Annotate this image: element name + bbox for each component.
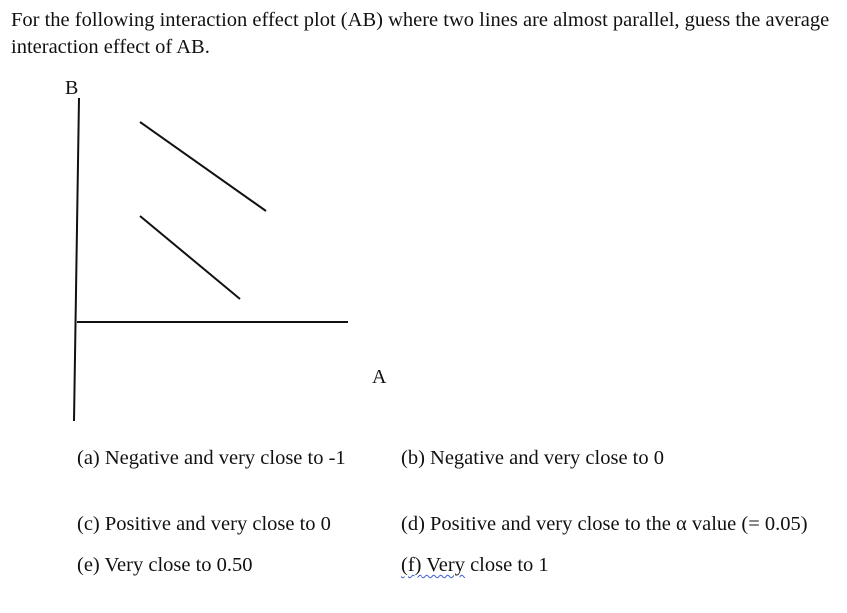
option-f-prefix: (f) <box>401 554 422 576</box>
option-f-suffix: close to 1 <box>464 554 549 576</box>
x-axis-label: A <box>372 366 387 388</box>
option-b[interactable]: (b) Negative and very close to 0 <box>401 447 664 469</box>
option-e[interactable]: (e) Very close to 0.50 <box>77 554 253 576</box>
option-d[interactable]: (d) Positive and very close to the α value (= 0.05) <box>401 513 808 535</box>
y-axis-label: B <box>65 77 79 99</box>
option-a[interactable]: (a) Negative and very close to -1 <box>77 447 346 469</box>
option-f[interactable] <box>401 553 549 577</box>
option-f-marked-word: Very <box>421 554 465 576</box>
option-c[interactable]: (c) Positive and very close to 0 <box>77 513 331 535</box>
y-axis-line <box>74 98 79 421</box>
upper-effect-line <box>140 122 266 211</box>
lower-effect-line <box>140 216 240 299</box>
question-text: For the following interaction effect plot (AB) where two lines are almost parallel, guess the average interaction effect of AB. <box>11 9 830 58</box>
